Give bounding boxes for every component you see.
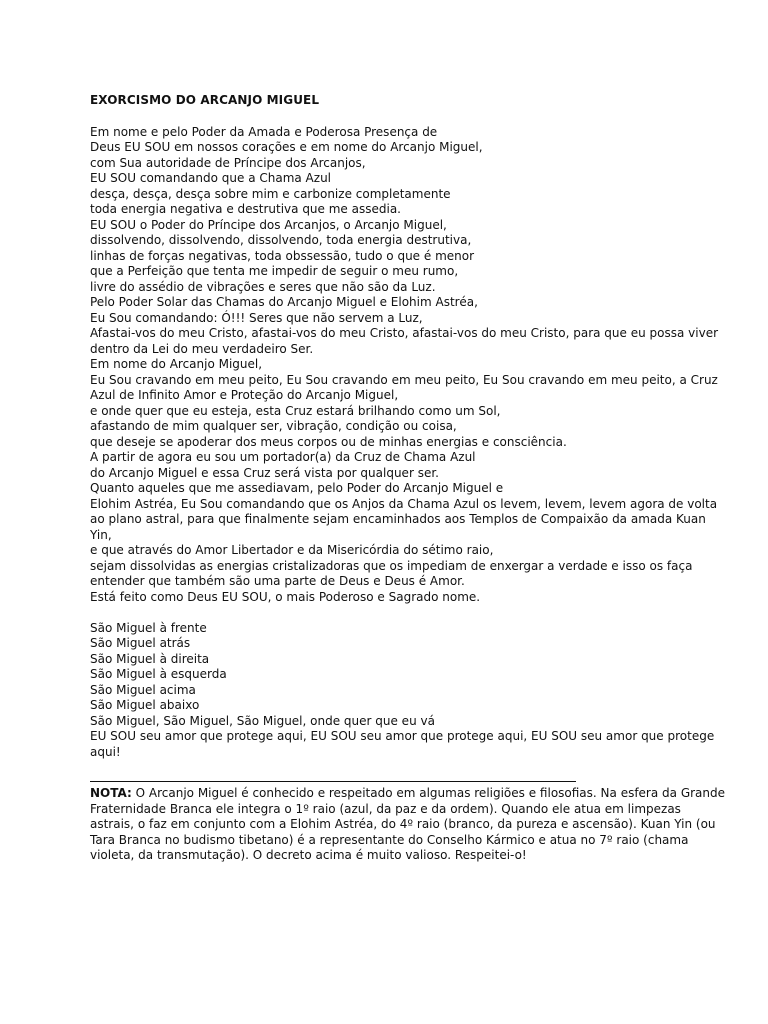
decree-line: Afastai-vos do meu Cristo, afastai-vos do meu Cristo, afastai-vos do meu Cristo, para que eu possa viver (90, 326, 719, 340)
decree-line: Eu Sou comandando: Ó!!! Seres que não servem a Luz, (90, 310, 423, 325)
decree-line: EU SOU comandando que a Chama Azul (90, 171, 332, 185)
decree-line: Eu Sou cravando em meu peito, Eu Sou cravando em meu peito, Eu Sou cravando em meu peito, a Cruz (90, 372, 718, 387)
note-section (90, 786, 726, 864)
decree-line: Em nome e pelo Poder da Amada e Poderosa Presença de (90, 124, 438, 139)
decree-line: que a Perfeição que tenta me impedir de seguir o meu rumo, (90, 264, 459, 278)
decree-line: desça, desça, desça sobre mim e carbonize completamente (90, 186, 451, 201)
invocation-line: aqui! (90, 744, 121, 759)
note-line (90, 817, 716, 833)
note-text: O Arcanjo Miguel é conhecido e respeitado em algumas religiões e filosofias. Na esfera da Grande (131, 786, 726, 800)
decree-line: Está feito como Deus EU SOU, o mais Poderoso e Sagrado nome. (90, 589, 481, 604)
note-text: Tara Branca no budismo tibetano) é a representante do Conselho Kármico e atua no 7º raio (chama (90, 832, 689, 847)
invocation-line: São Miguel abaixo (90, 698, 200, 712)
invocation-line: São Miguel à frente (90, 620, 207, 635)
decree-line: do Arcanjo Miguel e essa Cruz será vista por qualquer ser. (90, 465, 439, 480)
note-label: NOTA: (90, 786, 132, 800)
note-line (90, 802, 690, 818)
decree-line: e onde quer que eu esteja, esta Cruz estará brilhando como um Sol, (90, 403, 501, 418)
invocation-paragraph (90, 620, 715, 761)
decree-line: EU SOU o Poder do Príncipe dos Arcanjos, o Arcanjo Miguel, (90, 217, 447, 232)
decree-line: A partir de agora eu sou um portador(a) da Cruz de Chama Azul (90, 450, 476, 464)
decree-line: Quanto aqueles que me assediavam, pelo Poder do Arcanjo Miguel e (90, 481, 504, 495)
decree-line: que deseje se apoderar dos meus corpos ou de minhas energias e consciência. (90, 434, 567, 449)
note-text: violeta, da transmutação). O decreto acima é muito valioso. Respeitei-o! (90, 848, 527, 862)
decree-line: e que através do Amor Libertador e da Misericórdia do sétimo raio, (90, 543, 494, 557)
decree-line: toda energia negativa e destrutiva que me assedia. (90, 202, 401, 216)
note-line (90, 833, 690, 849)
decree-line: dentro da Lei do meu verdadeiro Ser. (90, 341, 314, 356)
note-line (90, 786, 726, 802)
decree-line: Deus EU SOU em nossos corações e em nome do Arcanjo Miguel, (90, 140, 483, 154)
document-title: EXORCISMO DO ARCANJO MIGUEL (90, 93, 320, 107)
invocation-line: São Miguel, São Miguel, São Miguel, onde quer que eu vá (90, 713, 435, 728)
invocation-line: São Miguel atrás (90, 636, 191, 650)
decree-line: sejam dissolvidas as energias cristalizadoras que os impediam de enxergar a verdade e isso os faça (90, 558, 693, 573)
note-line (90, 848, 690, 864)
separator-rule (90, 781, 576, 782)
note-text: Fraternidade Branca ele integra o 1º raio (azul, da paz e da ordem). Quando ele atua em limpezas (90, 801, 681, 816)
paragraph-spacer (90, 605, 690, 621)
decree-paragraph (90, 124, 719, 606)
decree-line: Em nome do Arcanjo Miguel, (90, 357, 263, 371)
decree-line: livre do assédio de vibrações e seres que não são da Luz. (90, 279, 436, 294)
invocation-line: EU SOU seu amor que protege aqui, EU SOU seu amor que protege aqui, EU SOU seu amor que protege (90, 729, 715, 743)
decree-line: dissolvendo, dissolvendo, dissolvendo, toda energia destrutiva, (90, 233, 472, 247)
decree-line: ao plano astral, para que finalmente sejam encaminhados aos Templos de Compaixão da amada Kuan (90, 512, 706, 526)
invocation-line: São Miguel à direita (90, 651, 210, 666)
decree-line: Yin, (90, 527, 112, 542)
decree-line: com Sua autoridade de Príncipe dos Arcanjos, (90, 155, 366, 170)
invocation-line: São Miguel à esquerda (90, 667, 227, 681)
decree-line: linhas de forças negativas, toda obssessão, tudo o que é menor (90, 248, 475, 263)
invocation-line: São Miguel acima (90, 682, 196, 697)
note-text: astrais, o faz em conjunto com a Elohim Astréa, do 4º raio (branco, da pureza e ascensão). Kuan Yin (ou (90, 817, 716, 831)
decree-line: Azul de Infinito Amor e Proteção do Arcanjo Miguel, (90, 388, 399, 402)
decree-line: Pelo Poder Solar das Chamas do Arcanjo Miguel e Elohim Astréa, (90, 295, 478, 309)
document-body (90, 93, 726, 864)
decree-line: entender que também são uma parte de Deus e Deus é Amor. (90, 574, 465, 588)
decree-line: Elohim Astréa, Eu Sou comandando que os Anjos da Chama Azul os levem, levem, levem agora de volta (90, 496, 718, 511)
decree-line: afastando de mim qualquer ser, vibração, condição ou coisa, (90, 419, 457, 433)
